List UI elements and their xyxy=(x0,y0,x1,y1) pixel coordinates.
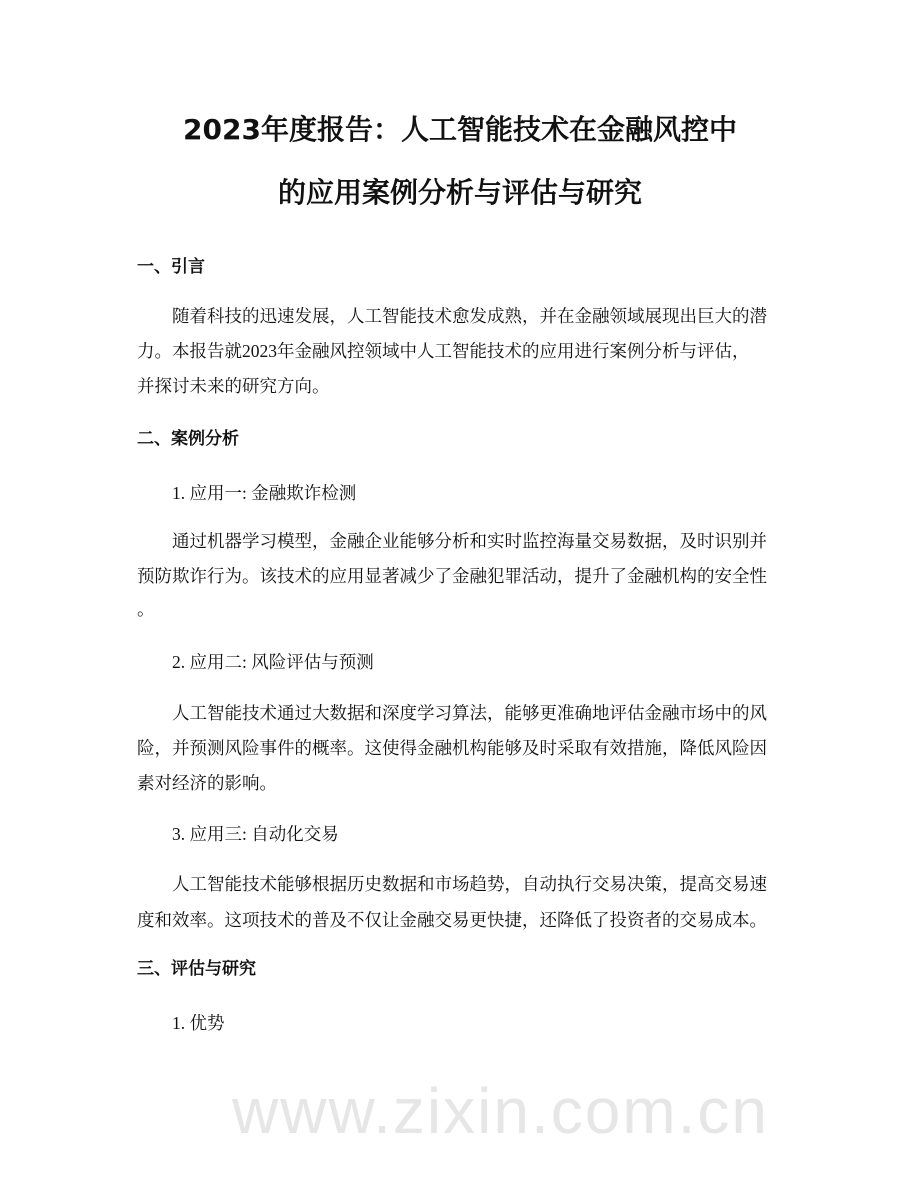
list-item-label: 1. 优势 xyxy=(172,1013,225,1033)
list-item-label: 3. 应用三: 自动化交易 xyxy=(172,824,339,844)
paragraph-line: 。 xyxy=(137,599,155,619)
document-title-line-2: 的应用案例分析与评估与研究 xyxy=(277,176,642,209)
document-title-line-1: 2023年度报告：人工智能技术在金融风控中 xyxy=(183,113,737,146)
paragraph-line: 随着科技的迅速发展，人工智能技术愈发成熟，并在金融领域展现出巨大的潜 xyxy=(172,306,767,326)
paragraph-line: 预防欺诈行为。该技术的应用显著减少了金融犯罪活动，提升了金融机构的安全性 xyxy=(137,566,767,586)
list-item-label: 1. 应用一: 金融欺诈检测 xyxy=(172,483,357,503)
paragraph-line: 通过机器学习模型，金融企业能够分析和实时监控海量交易数据，及时识别并 xyxy=(172,531,767,551)
paragraph-line: 力。本报告就2023年金融风控领域中人工智能技术的应用进行案例分析与评估， xyxy=(137,341,750,361)
paragraph-line: 素对经济的影响。 xyxy=(137,773,277,793)
paragraph-line: 险，并预测风险事件的概率。这使得金融机构能够及时采取有效措施，降低风险因 xyxy=(137,738,767,758)
section-heading-intro: 一、引言 xyxy=(137,257,205,277)
watermark: www.zixin.com.cn xyxy=(232,1075,769,1147)
section-heading-cases: 二、案例分析 xyxy=(137,429,239,449)
section-heading-evaluation: 三、评估与研究 xyxy=(137,959,256,979)
paragraph-line: 人工智能技术能够根据历史数据和市场趋势，自动执行交易决策，提高交易速 xyxy=(172,874,767,894)
paragraph-line: 并探讨未来的研究方向。 xyxy=(137,376,330,396)
list-item-label: 2. 应用二: 风险评估与预测 xyxy=(172,652,374,672)
paragraph-line: 度和效率。这项技术的普及不仅让金融交易更快捷，还降低了投资者的交易成本。 xyxy=(137,910,767,930)
paragraph-line: 人工智能技术通过大数据和深度学习算法，能够更准确地评估金融市场中的风 xyxy=(172,703,767,723)
